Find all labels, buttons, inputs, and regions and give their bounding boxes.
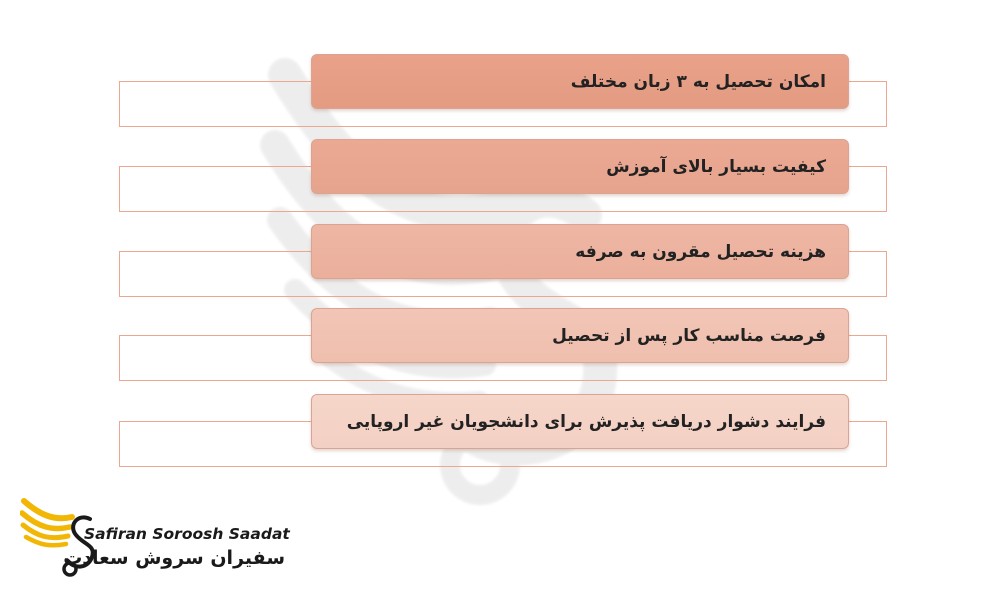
item-label: فرایند دشوار دریافت پذیرش برای دانشجویان غیر اروپایی [346, 411, 826, 432]
list-item [0, 139, 1000, 219]
item-bar [311, 139, 849, 194]
list-item [0, 54, 1000, 134]
item-bar [311, 224, 849, 279]
list-item [0, 308, 1000, 388]
item-bar [311, 394, 849, 449]
item-label: کیفیت بسیار بالای آموزش [606, 156, 826, 177]
item-label: امکان تحصیل به ۳ زبان مختلف [570, 71, 826, 92]
item-bar [311, 54, 849, 109]
logo-text-fa: سفیران سروش سعادت [63, 547, 285, 569]
list-item [0, 224, 1000, 304]
item-label: هزینه تحصیل مقرون به صرفه [575, 241, 826, 262]
list-item [0, 394, 1000, 474]
item-label: فرصت مناسب کار پس از تحصیل [552, 325, 826, 346]
item-bar [311, 308, 849, 363]
brand-logo [20, 495, 290, 585]
logo-text-en: Safiran Soroosh Saadat [84, 525, 290, 543]
